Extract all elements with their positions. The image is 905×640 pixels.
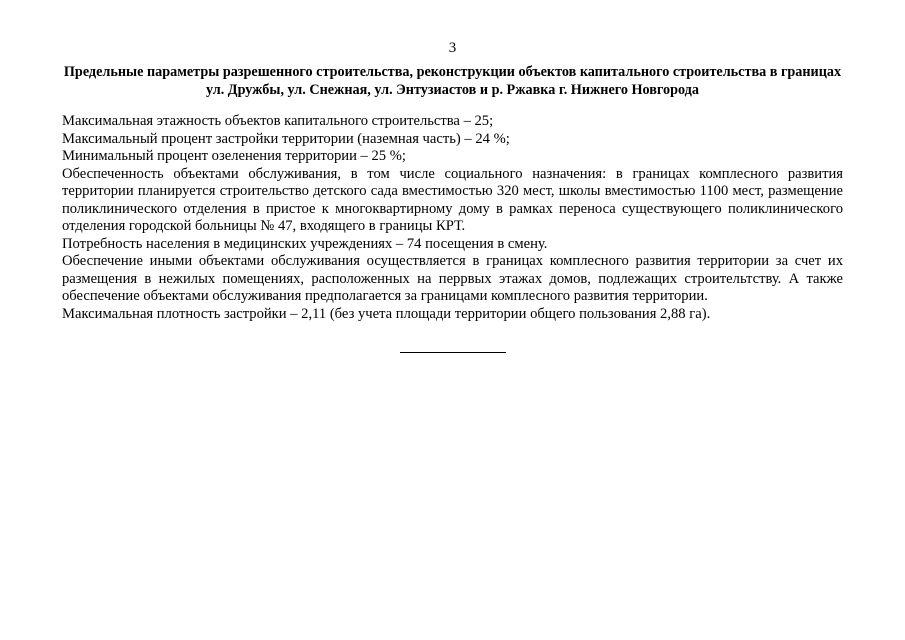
paragraph-medical-demand: Потребность населения в медицинских учреждениях – 74 посещения в смену.: [62, 235, 548, 252]
paragraph-other-services: Обеспечение иными объектами обслуживания осуществляется в границах комплесного развития территории за счет их размещения в нежилых помещениях, расположенных на перрвых этажах домов, подлежащих строительтству. А также обеспечение объектами обслуживания предполагается за границами комплесного развития территории.: [62, 253, 843, 304]
paragraph-max-floors: Максимальная этажность объектов капитального строительства – 25;: [62, 113, 494, 129]
end-divider-line: [400, 352, 506, 353]
page-number: 3: [448, 40, 457, 56]
document-body: [62, 113, 843, 323]
paragraph-max-density: Максимальная плотность застройки – 2,11 (без учета площади территории общего пользования 2,88 га).: [62, 305, 711, 322]
document-title: Предельные параметры разрешенного строительства, реконструкции объектов капитального строительства в границах ул. Дружбы, ул. Снежная, ул. Энтузиастов и р. Ржавка г. Нижнего Новгорода: [63, 64, 842, 98]
paragraph-max-built-percent: Максимальный процент застройки территории (наземная часть) – 24 %;: [62, 130, 510, 147]
paragraph-min-green-percent: Минимальный процент озеленения территории – 25 %;: [62, 148, 406, 164]
paragraph-service-provision: Обеспеченность объектами обслуживания, в том числе социального назначения: в границах комплесного развития территории планируется строительство детского сада вместимостью 320 мест, школы вместимостью 1100 мест, размещение поликлинического отделения в пристое к многоквартирному дому в рамках переноса существующего поликлинического отделения городской больницы № 47, входящего в границы КРТ.: [62, 165, 843, 234]
